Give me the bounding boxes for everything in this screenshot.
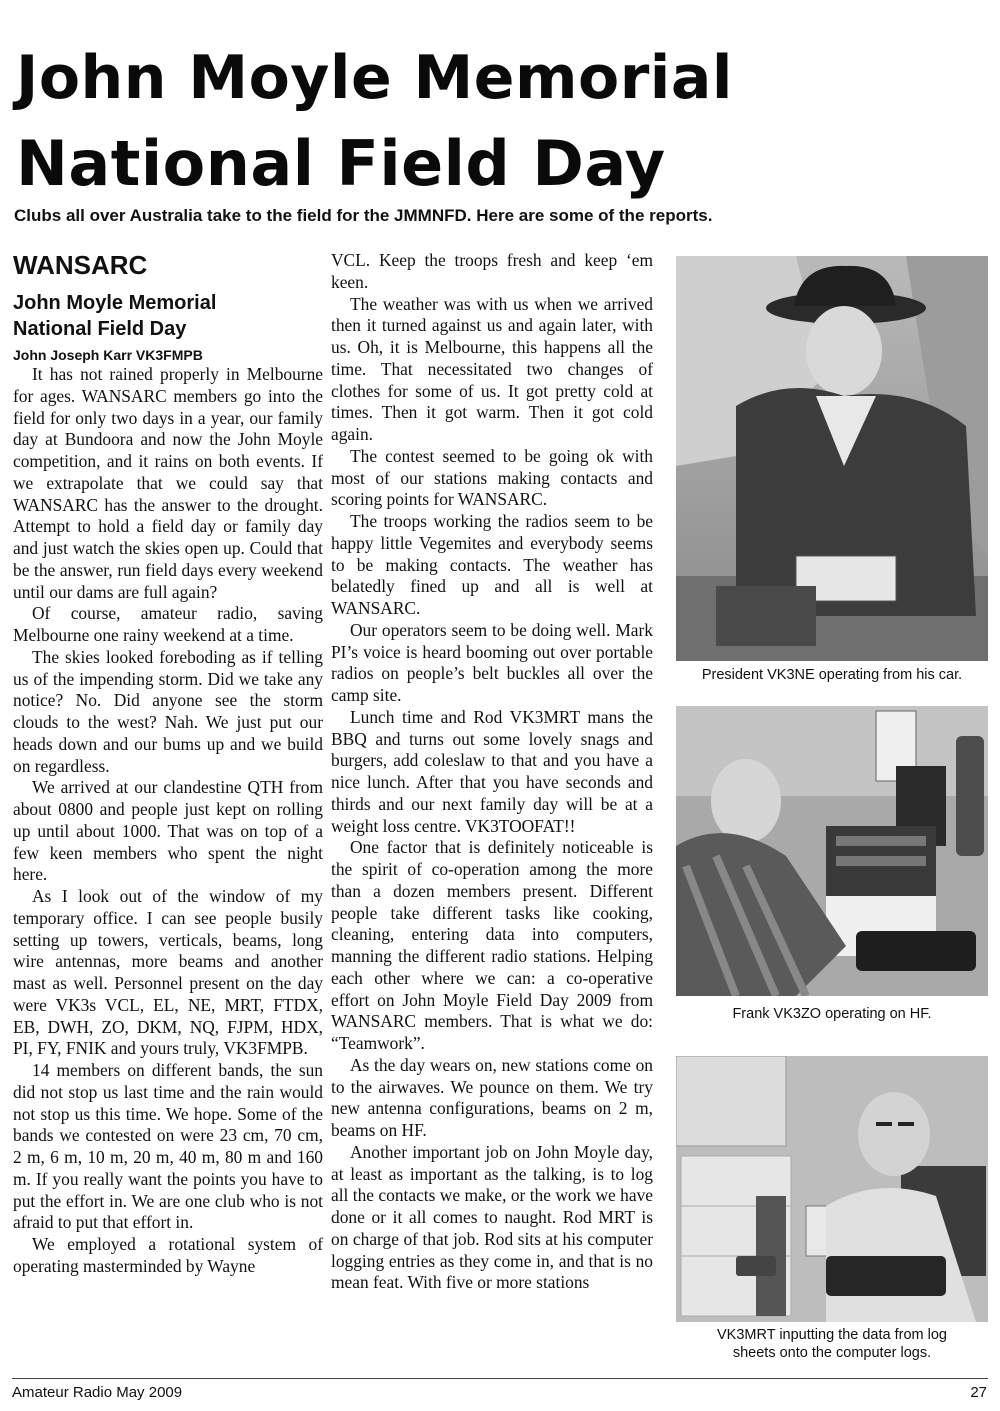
paragraph: We employed a rotational system of operating masterminded by Wayne <box>13 1234 323 1276</box>
column-1 <box>13 250 323 1278</box>
paragraph: Another important job on John Moyle day, at least as important as the talking, is to log all the contacts we make, or the work we have done or it all comes to naught. Rod MRT is on charge of that job. Rod sits at his computer logging entries as they come in, and that is no mean feat. With five or more stations <box>331 1141 653 1293</box>
headline-line-1: John Moyle Memorial <box>16 43 733 113</box>
paragraph: It has not rained properly in Melbourne for ages. WANSARC members go into the field for only two days in a year, our family day at Bundoora and now the John Moyle competition, and it rains on both events. If we extrapolate that we could say that WANSARC has the answer to the drought. Attempt to hold a field day or family day and just watch the skies open up. Could that be the answer, run field days every weekend until our dams are full again? <box>13 364 323 602</box>
paragraph: One factor that is definitely noticeable is the spirit of co-operation among the more than a dozen members present. Different people take different tasks like cooking, cleaning, entering data into computers, manning the different radio stations. Helping each other where we can: a co-operative effort on John Moyle Field Day 2009 from WANSARC members. That is what we do: “Teamwork”. <box>331 837 653 1053</box>
caption-photo-3-line-1: VK3MRT inputting the data from log <box>717 1327 947 1343</box>
paragraph: Of course, amateur radio, saving Melbourne one rainy weekend at a time. <box>13 603 323 645</box>
paragraph: The troops working the radios seem to be happy little Vegemites and everybody seems to be making contacts. The weather has belatedly fined up and all is well at WANSARC. <box>331 511 653 618</box>
paragraph: 14 members on different bands, the sun did not stop us last time and the rain would not stop us this time. We hope. Some of the bands we contested on were 23 cm, 70 cm, 2 m, 6 m, 10 m, 20 m, 40 m, 80 m and 160 m. If you really want the points you have to put the effort in. We are one club who is not afraid to put that effort in. <box>13 1060 323 1233</box>
paragraph-continued: VCL. Keep the troops fresh and keep ‘em keen. <box>331 250 653 292</box>
headline-line-2: National Field Day <box>16 127 666 200</box>
paragraph: As I look out of the window of my temporary office. I can see people busily setting up towers, verticals, beams, long wire antennas, more beams and another mast as well. Personnel present on the day were VK3s VCL, EL, NE, MRT, FTDX, EB, DWH, ZO, DKM, NQ, FJPM, HDX, PI, FY, FNIK and yours truly, VK3FMPB. <box>13 886 323 1059</box>
footer-publication: Amateur Radio May 2009 <box>12 1384 183 1401</box>
paragraph: We arrived at our clandestine QTH from about 0800 and people just kept on rolling up until about 1000. That was on top of a few keen members who spent the night here. <box>13 777 323 885</box>
article-title-line-2: National Field Day <box>13 318 187 340</box>
paragraph: Lunch time and Rod VK3MRT mans the BBQ and turns out some lovely snags and burgers, add coleslaw to that and you have a nice lunch. After that you have seconds and thirds and our next family day will be at a weight loss centre. VK3TOOFAT!! <box>331 706 653 836</box>
article-title-line-1: John Moyle Memorial <box>13 292 217 314</box>
club-heading: WANSARC <box>13 250 148 280</box>
paragraph: Our operators seem to be doing well. Mark PI’s voice is heard booming out over portable radios on people’s belt buckles all over the camp site. <box>331 619 653 705</box>
photo-vk3mrt-at-computer <box>676 1056 988 1322</box>
paragraph: As the day wears on, new stations come on to the airwaves. We pounce on them. We try new antenna configurations, beams on 2 m, beams on HF. <box>331 1054 653 1140</box>
caption-photo-3-line-2: sheets onto the computer logs. <box>732 1345 932 1361</box>
photo-president-in-car <box>676 256 988 661</box>
paragraph: The contest seemed to be going ok with most of our stations making contacts and scoring points for WANSARC. <box>331 445 653 510</box>
standfirst: Clubs all over Australia take to the field for the JMMNFD. Here are some of the reports. <box>14 206 713 225</box>
byline: John Joseph Karr VK3FMPB <box>13 347 203 363</box>
footer-divider <box>12 1378 988 1379</box>
paragraph: The skies looked foreboding as if telling us of the impending storm. Did we take any notice? No. Did anyone see the storm clouds to the west? Nah. We just put our heads down and our bums up and we build on regardless. <box>13 646 323 776</box>
caption-photo-3 <box>664 1326 1000 1362</box>
caption-photo-1: President VK3NE operating from his car. <box>701 667 963 683</box>
paragraph: The weather was with us when we arrived then it turned against us and again later, with us. Oh, it is Melbourne, this happens all the time. That necessitated two changes of clothes for some of us. It got pretty cold at times. Then it got warm. Then it got cold again. <box>331 293 653 444</box>
caption-photo-2: Frank VK3ZO operating on HF. <box>732 1006 932 1022</box>
photo-frank-at-radio <box>676 706 988 996</box>
page-number: 27 <box>970 1384 987 1401</box>
column-2 <box>331 250 653 1294</box>
article-title <box>13 290 323 342</box>
